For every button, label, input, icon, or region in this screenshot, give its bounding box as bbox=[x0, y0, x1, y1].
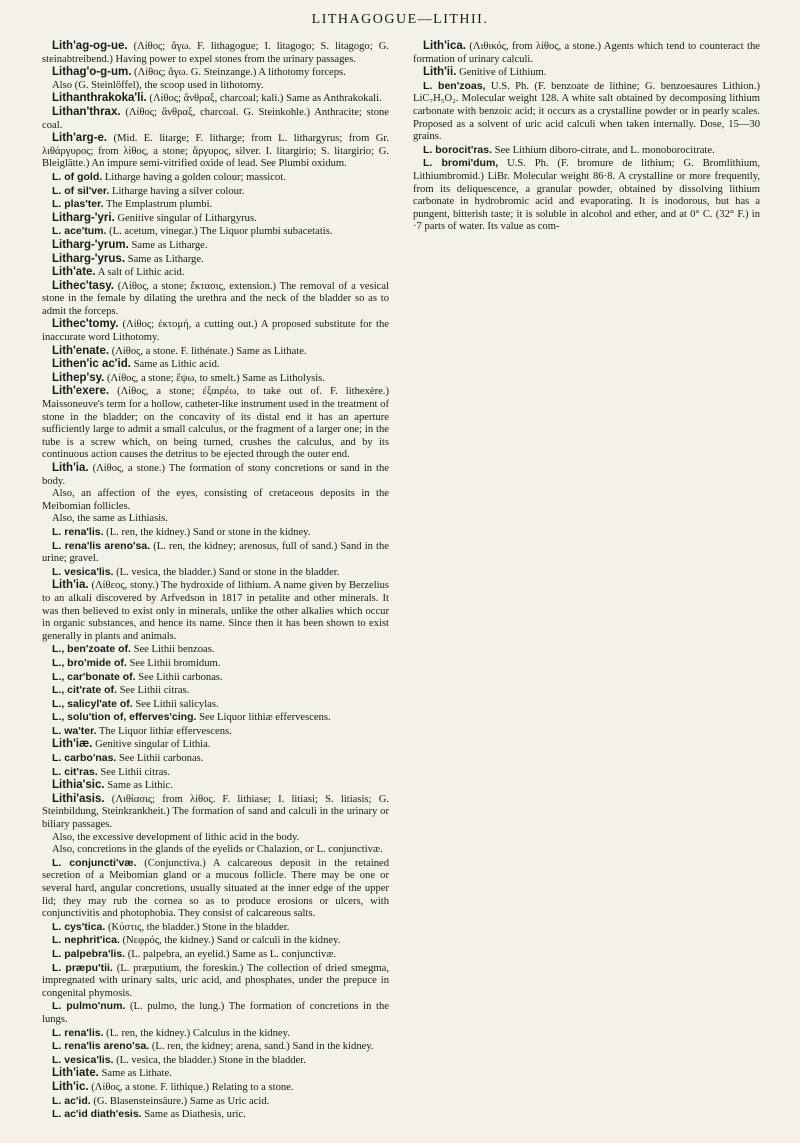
headword: Litharg-'yrus. bbox=[52, 252, 126, 265]
headword: L. plas'ter. bbox=[52, 198, 104, 211]
headword: Lith'iate. bbox=[52, 1067, 99, 1080]
running-head: LITHAGOGUE—LITHII. bbox=[311, 12, 489, 27]
headword: L. of gold. bbox=[52, 170, 103, 183]
dictionary-subentry bbox=[42, 513, 389, 526]
headword: Lithanthrakoka'li. bbox=[52, 92, 147, 105]
headword: L., solu'tion of, efferves'cing. bbox=[52, 711, 197, 724]
dictionary-subentry bbox=[413, 80, 760, 144]
dictionary-subentry bbox=[42, 171, 389, 185]
dictionary-entry bbox=[42, 92, 389, 106]
dictionary-subentry bbox=[42, 844, 389, 857]
dictionary-subentry bbox=[42, 225, 389, 239]
definition-text: U.S. Ph. (F. bromure de lithium; G. Bromlithium, Lithiumbromid.) LiBr. Molecular weight 86·8. A crystalline or more frequently, from its deliquescence, a granular powder, obtained by dissolving lithium carbonate in hydrobromic acid and evaporating. It is inodorous, but has a pungent, bitterish taste; it is soluble in alcohol and ether, and at 0° C. (32° F.) in ·7 parts of water. Its value as com- bbox=[413, 158, 761, 233]
headword: L., car'bonate of. bbox=[52, 670, 136, 683]
dictionary-subentry bbox=[42, 962, 389, 1001]
dictionary-entry bbox=[42, 385, 389, 462]
dictionary-subentry bbox=[42, 526, 389, 540]
headword: Lithen'ic ac'id. bbox=[52, 358, 131, 371]
definition-text: Same as Lithic acid. bbox=[133, 359, 220, 371]
headword: L., bro'mide of. bbox=[52, 656, 127, 669]
definition-text: (L. præputium, the foreskin.) The collection of dried smegma, impregnated with urinary salts, uric acid, and phosphates, under the prepuce in congenital phymosis. bbox=[42, 962, 389, 999]
dictionary-subentry bbox=[42, 711, 389, 725]
dictionary-entry bbox=[42, 253, 389, 267]
definition-text: See Lithii citras. bbox=[119, 685, 190, 697]
definition-text: (L. acetum, vinegar.) The Liquor plumbi subacetatis. bbox=[109, 226, 333, 238]
definition-text: See Lithii carbonas. bbox=[138, 671, 223, 683]
dictionary-subentry bbox=[42, 540, 389, 566]
dictionary-subentry bbox=[42, 766, 389, 780]
headword: Lith'ia. bbox=[52, 579, 89, 592]
dictionary-entry bbox=[42, 266, 389, 280]
definition-text: (Λίθος; ἐκτομή, a cutting out.) A proposed substitute for the inaccurate word Lithotomy. bbox=[42, 319, 389, 344]
headword: Lith'arg-e. bbox=[52, 132, 108, 145]
dictionary-entry bbox=[42, 345, 389, 359]
dictionary-subentry bbox=[42, 934, 389, 948]
definition-text: Also, an affection of the eyes, consisting of cretaceous deposits in the Meibomian follicles. bbox=[42, 488, 389, 512]
dictionary-subentry bbox=[42, 1000, 389, 1026]
dictionary-subentry bbox=[42, 857, 389, 921]
definition-text: (Mid. E. litarge; F. litharge; from L. lithargyrus; from Gr. λιθάργυρος; from λίθος, a stone; ἄργυρος, silver. I. litargirio; S. litargirio; G. Bleiglätte.) An impure semi-vitrified oxide of lead. See Plumbi oxidum. bbox=[42, 133, 389, 170]
definition-text: See Lithii citras. bbox=[100, 766, 171, 778]
definition-text: Genitive singular of Lithargyrus. bbox=[117, 212, 257, 224]
definition-text: Same as Litharge. bbox=[131, 239, 208, 251]
dictionary-subentry bbox=[42, 566, 389, 580]
definition-text: See Lithii benzoas. bbox=[133, 644, 215, 656]
headword: L., salicyl'ate of. bbox=[52, 697, 133, 710]
definition-text: Same as Litharge. bbox=[127, 253, 204, 265]
definition-text: See Lithium diboro-citrate, and L. monoborocitrate. bbox=[494, 144, 715, 156]
definition-text: (Λίθος, a stone. F. lithénate.) Same as Lithate. bbox=[111, 345, 307, 357]
definition-text: Same as Lithic. bbox=[107, 780, 173, 792]
dictionary-subentry bbox=[42, 1054, 389, 1068]
dictionary-subentry bbox=[42, 643, 389, 657]
dictionary-subentry bbox=[413, 157, 760, 234]
definition-text: (Λιθικός, from λίθος, a stone.) Agents which tend to counteract the formation of urinary calculi. bbox=[413, 41, 760, 65]
dictionary-subentry bbox=[42, 198, 389, 212]
headword: L. ben'zoas, bbox=[423, 79, 486, 92]
definition-text: Also, the excessive development of lithic acid in the body. bbox=[52, 831, 300, 843]
dictionary-subentry bbox=[42, 1040, 389, 1054]
definition-text: See Lithii bromidum. bbox=[129, 657, 221, 669]
headword: Lith'ag-og-ue. bbox=[52, 40, 128, 52]
headword: Lithep'sy. bbox=[52, 371, 105, 384]
definition-text: (G. Blasensteinsäure.) Same as Uric acid. bbox=[93, 1095, 270, 1107]
definition-text: A salt of Lithic acid. bbox=[97, 267, 185, 279]
definition-text: Same as Diathesis, uric. bbox=[144, 1109, 246, 1121]
dictionary-entry bbox=[42, 66, 389, 80]
headword: Lith'ii. bbox=[423, 66, 457, 79]
definition-text: (L. ren, the kidney.) Calculus in the kidney. bbox=[106, 1027, 290, 1039]
dictionary-entry bbox=[42, 280, 389, 319]
headword: L. vesica'lis. bbox=[52, 1053, 114, 1066]
dictionary-entry bbox=[42, 239, 389, 253]
headword: L. carbo'nas. bbox=[52, 752, 117, 765]
dictionary-subentry bbox=[42, 80, 389, 93]
definition-text: (Λίθος, a stone; ἔκτασις, extension.) The removal of a vesical stone in the female by dilating the urethra and the neck of the bladder so as to admit the forceps. bbox=[42, 280, 389, 317]
dictionary-subentry bbox=[42, 671, 389, 685]
dictionary-subentry bbox=[42, 752, 389, 766]
definition-text: See Lithii carbonas. bbox=[119, 753, 204, 765]
headword: Litharg-'yrum. bbox=[52, 238, 129, 251]
headword: Lithi'asis. bbox=[52, 792, 105, 805]
headword: L. conjuncti'væ. bbox=[52, 856, 137, 869]
dictionary-subentry bbox=[42, 684, 389, 698]
definition-text: Litharge having a silver colour. bbox=[112, 185, 245, 197]
headword: L. cys'tica. bbox=[52, 920, 106, 933]
definition-text: See Lithii salicylas. bbox=[135, 698, 219, 710]
headword: L. wa'ter. bbox=[52, 724, 97, 737]
dictionary-entry bbox=[413, 66, 760, 80]
dictionary-subentry bbox=[42, 1027, 389, 1041]
dictionary-subentry bbox=[42, 185, 389, 199]
headword: L. palpebra'lis. bbox=[52, 947, 126, 960]
dictionary-subentry bbox=[413, 144, 760, 158]
headword: L., cit'rate of. bbox=[52, 684, 117, 697]
definition-text: (Λίθος, a stone. F. lithique.) Relating to a stone. bbox=[91, 1081, 294, 1093]
dictionary-entry bbox=[42, 793, 389, 832]
headword: Litharg-'yri. bbox=[52, 211, 115, 224]
headword: L. cit'ras. bbox=[52, 765, 98, 778]
dictionary-entry bbox=[42, 1081, 389, 1095]
dictionary-entry bbox=[42, 579, 389, 643]
headword: Lith'exere. bbox=[52, 385, 110, 398]
headword: L. ac'id. bbox=[52, 1094, 91, 1107]
dictionary-subentry bbox=[42, 1095, 389, 1109]
dictionary-entry bbox=[42, 779, 389, 793]
definition-text: See Liquor lithiæ effervescens. bbox=[199, 712, 331, 724]
definition-text: Genitive of Lithium. bbox=[459, 67, 547, 79]
definition-text: (Conjunctiva.) A calcareous deposit in the retained secretion of a Meibomian gland or a mucous follicle. There may be one or several hard, angular concretions, usually situated at the inner edge of the upper lid; they may rub the cornea so as to produce erosions or ulcers, with conjunctivitis and photophobia. They consist of calcareous salts. bbox=[42, 857, 389, 920]
dictionary-subentry bbox=[42, 921, 389, 935]
headword: Lithag'o-g-um. bbox=[52, 66, 132, 79]
dictionary-entry bbox=[42, 212, 389, 226]
definition-text: (Κύστις, the bladder.) Stone in the bladder. bbox=[107, 921, 290, 933]
definition-text: (Λίθος; ἄνθραξ, charcoal; kali.) Same as Anthrakokali. bbox=[149, 93, 382, 105]
dictionary-entry bbox=[42, 40, 389, 66]
headword: Lith'ia. bbox=[52, 462, 89, 474]
definition-text: (Νεφρός, the kidney.) Sand or calculi in the kidney. bbox=[122, 935, 341, 947]
dictionary-subentry bbox=[42, 725, 389, 739]
definition-text: The Liquor lithiæ effervescens. bbox=[98, 725, 232, 737]
definition-text: Genitive singular of Lithia. bbox=[95, 739, 211, 751]
dictionary-entry bbox=[42, 372, 389, 386]
dictionary-entry bbox=[42, 132, 389, 171]
definition-text: (Λίθος; ἄγω. F. lithagogue; I. litagogo; S. litagogo; G. steinabtreibend.) Having power to expel stones from the urinary passages. bbox=[42, 41, 389, 65]
headword: L. nephrit'ica. bbox=[52, 934, 120, 947]
headword: Lithan'thrax. bbox=[52, 105, 121, 118]
headword: Lith'enate. bbox=[52, 344, 110, 357]
headword: Lithec'tasy. bbox=[52, 279, 114, 292]
headword: L. præpu'tii. bbox=[52, 961, 113, 974]
headword: L. of sil'ver. bbox=[52, 184, 110, 197]
dictionary-subentry bbox=[42, 948, 389, 962]
dictionary-entry bbox=[42, 1067, 389, 1081]
dictionary-entry bbox=[42, 106, 389, 132]
dictionary-subentry bbox=[42, 1108, 389, 1122]
headword: L. rena'lis areno'sa. bbox=[52, 1040, 150, 1053]
headword: Lithec'tomy. bbox=[52, 318, 119, 331]
definition-text: (L. pulmo, the lung.) The formation of concretions in the lungs. bbox=[42, 1001, 389, 1025]
headword: Lithia'sic. bbox=[52, 779, 105, 792]
dictionary-subentry bbox=[42, 832, 389, 845]
headword: L. ac'id diath'esis. bbox=[52, 1108, 142, 1121]
definition-text: The Emplastrum plumbi. bbox=[105, 199, 213, 211]
definition-text: (Λίθος, a stone; ἕψω, to smelt.) Same as Litholysis. bbox=[107, 372, 325, 384]
dictionary-entry bbox=[42, 738, 389, 752]
definition-text: (L. vesica, the bladder.) Stone in the bladder. bbox=[116, 1054, 306, 1066]
dictionary-entry bbox=[42, 318, 389, 344]
definition-text: (Λιθίασις; from λίθος. F. lithiase; I. litiasi; S. litiasis; G. Steinbildung, Steinkrankheit.) The formation of sand and calculi in the urinary or biliary passages. bbox=[42, 793, 389, 831]
definition-text: (L. ren, the kidney; arena, sand.) Sand in the kidney. bbox=[151, 1041, 374, 1053]
dictionary-subentry bbox=[42, 488, 389, 513]
headword: Lith'iæ. bbox=[52, 738, 93, 751]
headword: L. ace'tum. bbox=[52, 225, 107, 238]
definition-text: (L. ren, the kidney; arenosus, full of sand.) Sand in the urine; gravel. bbox=[42, 540, 389, 565]
dictionary-entry bbox=[42, 462, 389, 488]
headword: L. rena'lis. bbox=[52, 525, 104, 538]
entry-columns bbox=[42, 40, 760, 1130]
headword: Lith'ica. bbox=[423, 40, 466, 52]
headword: Lith'ic. bbox=[52, 1080, 89, 1093]
definition-text: Same as Lithate. bbox=[101, 1068, 172, 1080]
definition-text: (L. ren, the kidney.) Sand or stone in the kidney. bbox=[106, 526, 311, 538]
definition-text: (L. vesica, the bladder.) Sand or stone in the bladder. bbox=[116, 566, 340, 578]
headword: L., ben'zoate of. bbox=[52, 643, 131, 656]
definition-text: Also (G. Steinlöffel), the scoop used in lithotomy. bbox=[52, 79, 264, 91]
headword: L. bromi'dum, bbox=[423, 157, 499, 170]
definition-text: (L. palpebra, an eyelid.) Same as L. conjunctivæ. bbox=[127, 948, 337, 960]
definition-text: Also, concretions in the glands of the eyelids or Chalazion, or L. conjunctivæ. bbox=[52, 844, 383, 856]
headword: L. rena'lis areno'sa. bbox=[52, 539, 151, 552]
dictionary-subentry bbox=[42, 657, 389, 671]
dictionary-entry bbox=[413, 40, 760, 66]
headword: L. rena'lis. bbox=[52, 1026, 104, 1039]
dictionary-entry bbox=[42, 358, 389, 372]
definition-text: (Λίθος; ἄγω. G. Steinzange.) A lithotomy forceps. bbox=[134, 67, 346, 79]
definition-text: (Λίθος, a stone; ἐξαιρέω, to take out of. F. lithexère.) Maissoneuve's term for a hollow, catheter-like instrument used in the treatment of stone in the bladder; on the concavity of its distal end it has an aperture sufficiently large to admit a small calculus, or the fragment of a larger one; in the tube is a screw which, on being turned, crushes the calculus, and by its continuous action causes the detritus to be ejected through the outer end. bbox=[42, 386, 389, 461]
definition-text: (Λίθεος, stony.) The hydroxide of lithium. A name given by Berzelius to an alkali discovered by Arfvedson in 1817 in petalite and other minerals. It was then believed to exist only in minerals, unlike the other alkalies which occur in organic substances, and hence its name. Since then it has been shown to exist generally in plants and animals. bbox=[42, 580, 389, 642]
headword: L. borocit'ras. bbox=[423, 143, 493, 156]
definition-text: (Λίθος; ἄνθραξ, charcoal. G. Steinkohle.) Anthracite; stone coal. bbox=[42, 106, 389, 131]
headword: Lith'ate. bbox=[52, 266, 96, 279]
dictionary-subentry bbox=[42, 698, 389, 712]
headword: L. vesica'lis. bbox=[52, 565, 114, 578]
definition-text: Litharge having a golden colour; massicot. bbox=[104, 171, 286, 183]
definition-text: Also, the same as Lithiasis. bbox=[52, 513, 168, 525]
definition-text: U.S. Ph. (F. benzoate de lithine; G. benzoesaures Lithion.) LiC₇H₅O₂. Molecular weight 128. A white salt obtained by decomposing lithium carbonate with benzoic acid; it occurs as a crystalline powder or in pearly scales. Proposed as a solvent of uric acid calculi when taken internally. Dose, 15—30 grains. bbox=[413, 80, 760, 143]
definition-text: (Λίθος, a stone.) The formation of stony concretions or sand in the body. bbox=[42, 463, 389, 487]
headword: L. pulmo'num. bbox=[52, 1000, 126, 1013]
